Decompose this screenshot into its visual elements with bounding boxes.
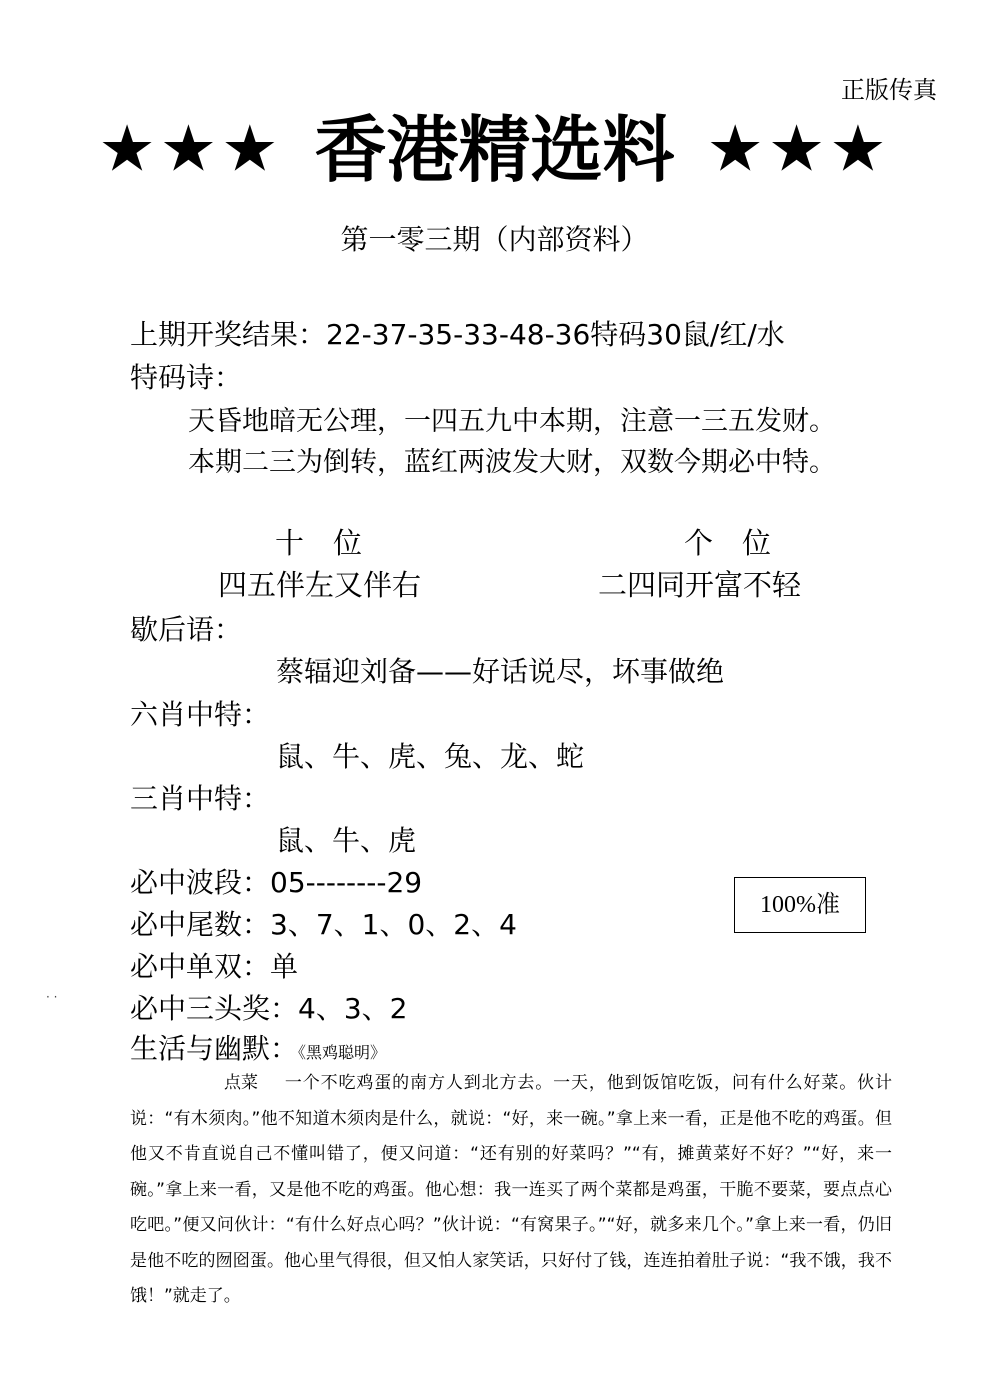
accuracy-badge: 100%准 — [734, 877, 866, 933]
xiehouyu-value: 蔡辐迎刘备——好话说尽，坏事做绝 — [276, 655, 725, 688]
stars-right-icon: ★★★ — [706, 112, 891, 187]
wave-row — [130, 861, 422, 901]
one-digit-value: 二四同开富不轻 — [598, 568, 802, 602]
six-zodiac-value: 鼠、牛、虎、兔、龙、蛇 — [276, 740, 585, 773]
page-title: 香港精选料 — [314, 107, 675, 192]
margin-dots: · · — [46, 990, 58, 1004]
story-heading: 点菜 — [224, 1073, 258, 1093]
life-humor-row — [130, 1027, 386, 1067]
three-zodiac-label: 三肖中特： — [130, 782, 271, 815]
three-head-row — [130, 987, 407, 1027]
life-humor-label: 生活与幽默： — [130, 1032, 299, 1065]
ten-digit-heading: 十 位 — [275, 526, 363, 560]
poem-label: 特码诗： — [130, 361, 243, 394]
story-body: 一个不吃鸡蛋的南方人到北方去。一天，他到饭馆吃饭，问有什么好菜。伙计说：“有木须肉。”他不知道木须肉是什么，就说：“好，来一碗。”拿上来一看，正是他不吃的鸡蛋。但他又不肯直说自己不懂叫错了，便又问道：“还有别的好菜吗？”“有，摊黄菜好不好？”“好，来一碗。”拿上来一看，又是他不吃的鸡蛋。他心想：我一连买了两个菜都是鸡蛋，干脆不要菜，要点点心吃吧。”便又问伙计：“有什么好点心吗？”伙计说：“有窝果子。”“好，就多来几个。”拿上来一看，仍旧是他不吃的囫囵蛋。他心里气得很，但又怕人家笑话，只好付了钱，连连拍着肚子说：“我不饿，我不饿！”就走了。 — [130, 1073, 892, 1306]
ten-digit-value: 四五伴左又伴右 — [218, 568, 422, 602]
xiehouyu-label: 歇后语： — [130, 613, 243, 646]
humor-story — [130, 1066, 892, 1315]
last-result-label: 上期开奖结果： — [130, 318, 327, 351]
three-zodiac-value: 鼠、牛、虎 — [276, 824, 417, 857]
last-result-row — [130, 313, 785, 353]
poem-line-2: 本期二三为倒转，蓝红两波发大财，双数今期必中特。 — [188, 447, 836, 478]
issue-subtitle: 第一零三期（内部资料） — [340, 223, 649, 256]
stars-left-icon: ★★★ — [98, 112, 283, 187]
odd-even-label: 必中单双： — [130, 950, 271, 983]
three-head-value: 4、3、2 — [298, 992, 408, 1025]
wave-value: 05--------29 — [270, 866, 423, 899]
tail-row — [130, 903, 517, 943]
corner-label: 正版传真 — [841, 76, 937, 104]
odd-even-row — [130, 945, 298, 985]
poem-line-1: 天昏地暗无公理，一四五九中本期，注意一三五发财。 — [188, 406, 836, 437]
odd-even-value: 单 — [270, 950, 299, 983]
life-humor-subtitle: 《黑鸡聪明》 — [298, 1043, 387, 1062]
one-digit-heading: 个 位 — [684, 526, 772, 560]
header — [0, 104, 989, 194]
wave-label: 必中波段： — [130, 866, 271, 899]
last-result-value: 22-37-35-33-48-36特码30鼠/红/水 — [326, 318, 785, 351]
tail-label: 必中尾数： — [130, 908, 271, 941]
six-zodiac-label: 六肖中特： — [130, 698, 271, 731]
tail-value: 3、7、1、0、2、4 — [270, 908, 517, 941]
three-head-label: 必中三头奖： — [130, 992, 299, 1025]
